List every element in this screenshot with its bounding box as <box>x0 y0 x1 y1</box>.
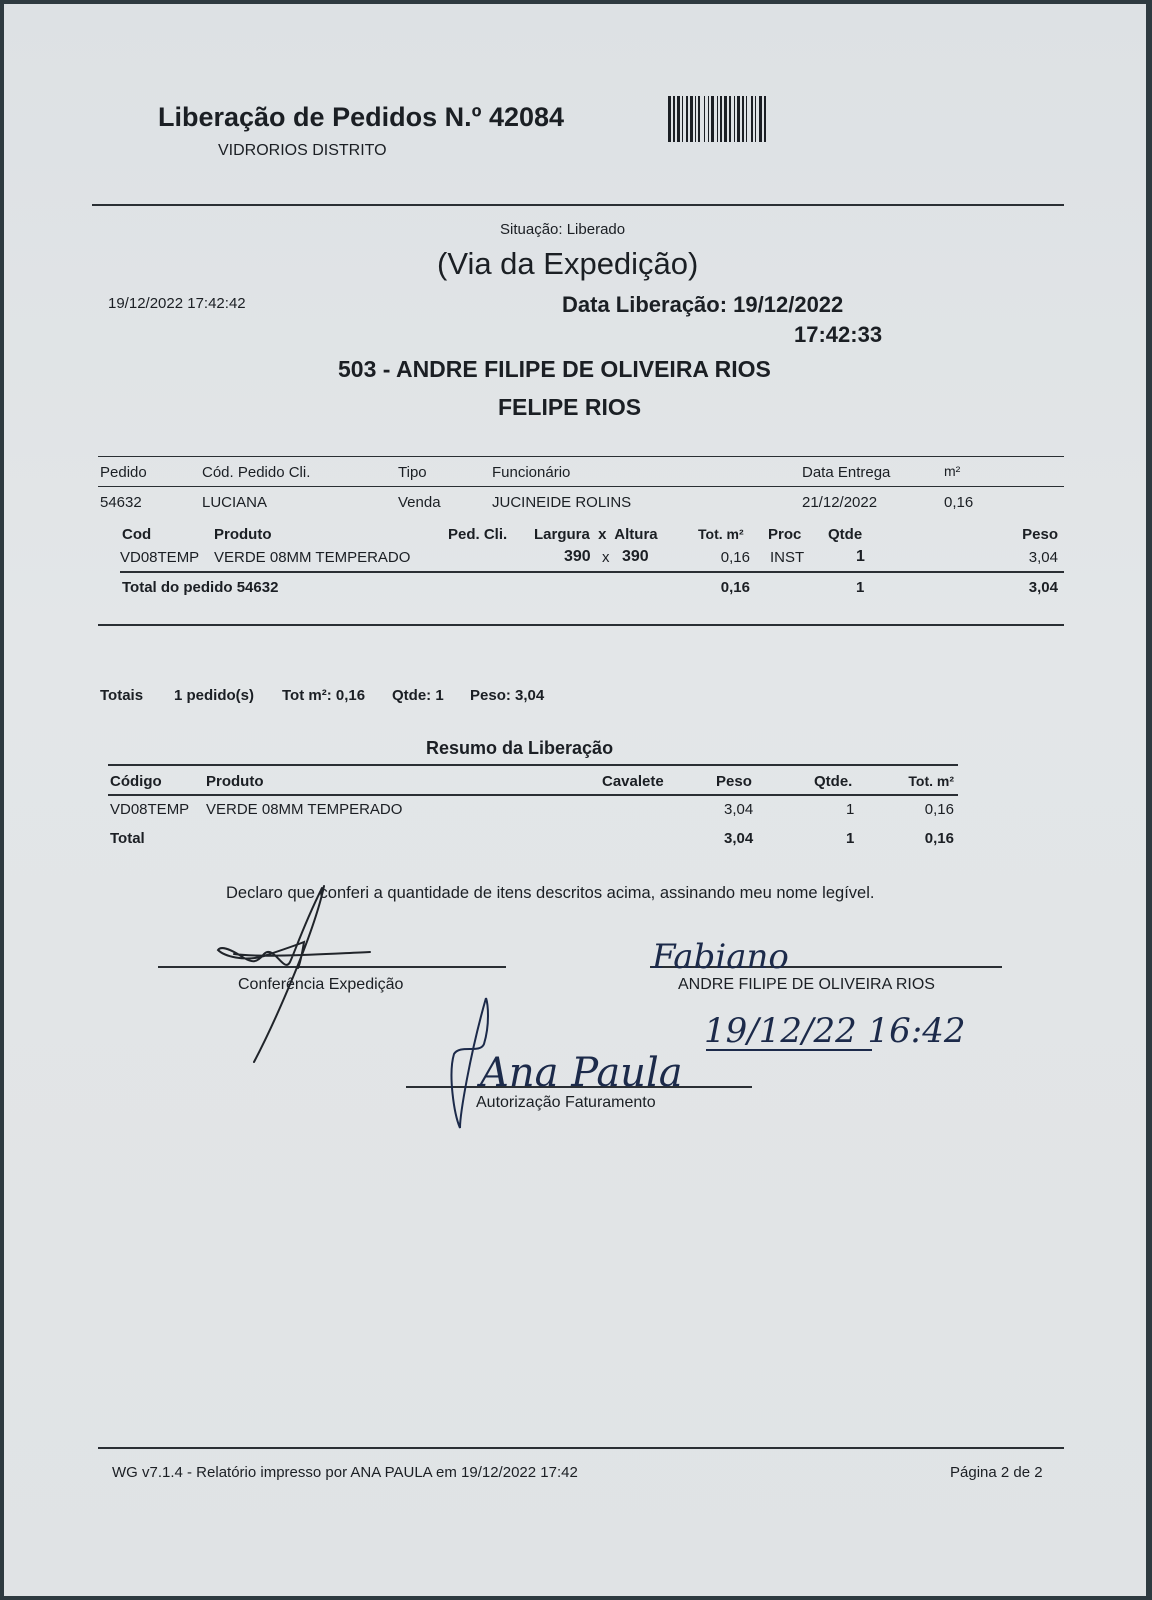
item-total-m2: 0,16 <box>720 579 750 596</box>
declaration-text: Declaro que conferi a quantidade de itens descritos acima, assinando meu nome legível. <box>226 884 875 902</box>
col-funcionario: Funcionário <box>492 464 571 481</box>
item-total-label: Total do pedido 54632 <box>122 579 279 596</box>
item-proc: INST <box>770 549 805 566</box>
col-cod-pedido-cli: Cód. Pedido Cli. <box>202 464 311 481</box>
resumo-produto: VERDE 08MM TEMPERADO <box>206 801 403 818</box>
resumo-qtde: 1 <box>846 801 855 818</box>
footer-info: WG v7.1.4 - Relatório impresso por ANA PAULA em 19/12/2022 17:42 <box>112 1464 578 1481</box>
totais-peso: Peso: 3,04 <box>470 687 545 704</box>
resumo-codigo: VD08TEMP <box>110 801 190 818</box>
order-data-entrega: 21/12/2022 <box>802 494 878 511</box>
header-divider <box>92 204 1064 206</box>
resumo-header-line <box>108 794 958 796</box>
item-col-largura-altura: Largura x Altura <box>534 526 658 543</box>
resumo-total-peso: 3,04 <box>724 830 754 847</box>
item-produto: VERDE 08MM TEMPERADO <box>214 549 411 566</box>
client-signature-name: ANDRE FILIPE DE OLIVEIRA RIOS <box>678 976 935 993</box>
footer-line <box>98 1447 1064 1449</box>
item-altura: 390 <box>622 548 649 565</box>
resumo-title: Resumo da Liberação <box>426 738 614 758</box>
client-name: 503 - ANDRE FILIPE DE OLIVEIRA RIOS <box>338 356 771 382</box>
col-pedido: Pedido <box>100 464 147 481</box>
item-col-tot-m2: Tot. m² <box>698 526 744 542</box>
data-liberacao-time: 17:42:33 <box>794 322 883 347</box>
barcode-graphic <box>668 96 844 144</box>
resumo-col-codigo: Código <box>110 773 162 790</box>
resumo-tot-m2: 0,16 <box>924 801 954 818</box>
col-data-entrega: Data Entrega <box>802 464 891 481</box>
totais-m2: Tot m²: 0,16 <box>282 687 366 704</box>
order-block-end-line <box>98 624 1064 626</box>
item-qtde: 1 <box>856 548 865 565</box>
col-m2: m² <box>944 463 961 479</box>
order-table-top-line <box>98 456 1064 457</box>
totais-qtde: Qtde: 1 <box>392 687 444 704</box>
document-page <box>4 4 1146 1596</box>
resumo-col-qtde: Qtde. <box>814 773 853 790</box>
item-tot-m2: 0,16 <box>720 549 750 566</box>
item-col-proc: Proc <box>768 526 802 543</box>
item-peso: 3,04 <box>1028 549 1058 566</box>
situacao-label: Situação: Liberado <box>500 221 626 238</box>
col-tipo: Tipo <box>398 464 427 481</box>
order-table-header-line <box>98 486 1064 487</box>
via-label: (Via da Expedição) <box>437 246 699 281</box>
client-nickname: FELIPE RIOS <box>498 394 642 420</box>
handwritten-name-text: Fabiano <box>652 937 789 977</box>
item-col-ped-cli: Ped. Cli. <box>448 526 508 543</box>
totais-pedidos: 1 pedido(s) <box>174 687 255 704</box>
resumo-total-label: Total <box>110 830 145 847</box>
item-total-line <box>120 571 1064 573</box>
order-cod-cli: LUCIANA <box>202 494 268 511</box>
handwritten-auth-text: Ana Paula <box>480 1050 683 1096</box>
client-handwritten-signature <box>652 930 872 977</box>
autorizacao-handwritten-signature <box>440 994 683 1134</box>
item-col-cod: Cod <box>122 526 152 543</box>
order-funcionario: JUCINEIDE ROLINS <box>492 494 632 511</box>
resumo-col-cavalete: Cavalete <box>602 773 664 790</box>
item-x: x <box>602 549 610 566</box>
item-total-qtde: 1 <box>856 579 865 596</box>
order-m2: 0,16 <box>944 494 974 511</box>
printed-datetime: 19/12/2022 17:42:42 <box>108 295 246 312</box>
handwritten-date <box>704 1000 1004 1060</box>
company-name: VIDRORIOS DISTRITO <box>218 142 387 159</box>
item-largura: 390 <box>564 548 591 565</box>
conferencia-label: Conferência Expedição <box>238 976 404 993</box>
item-cod: VD08TEMP <box>120 549 200 566</box>
resumo-total-tot-m2: 0,16 <box>924 830 954 847</box>
data-liberacao: Data Liberação: 19/12/2022 <box>562 292 844 317</box>
order-pedido: 54632 <box>100 494 142 511</box>
resumo-col-tot-m2: Tot. m² <box>908 773 954 789</box>
order-tipo: Venda <box>398 494 441 511</box>
resumo-total-qtde: 1 <box>846 830 855 847</box>
resumo-peso: 3,04 <box>724 801 754 818</box>
item-col-produto: Produto <box>214 526 272 543</box>
document-title: Liberação de Pedidos N.º 42084 <box>158 102 565 132</box>
item-col-peso: Peso <box>1022 526 1058 543</box>
totais-label: Totais <box>100 687 144 704</box>
resumo-col-produto: Produto <box>206 773 264 790</box>
item-total-peso: 3,04 <box>1028 579 1058 596</box>
page-number: Página 2 de 2 <box>950 1464 1043 1481</box>
item-col-qtde: Qtde <box>828 526 863 543</box>
conferencia-signature <box>204 884 384 1064</box>
handwritten-date-text: 19/12/22 16:42 <box>704 1011 966 1051</box>
autorizacao-label: Autorização Faturamento <box>476 1094 656 1111</box>
resumo-top-line <box>108 764 958 766</box>
resumo-col-peso: Peso <box>716 773 752 790</box>
